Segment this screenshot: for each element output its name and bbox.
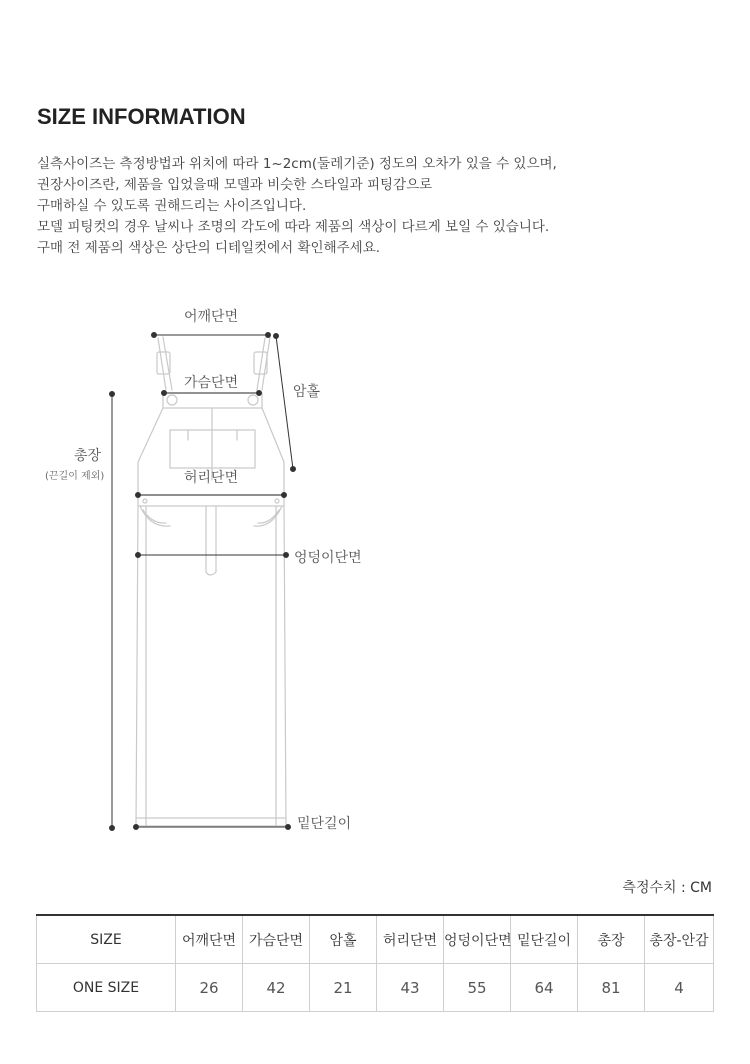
- table-cell: 42: [243, 964, 310, 1012]
- table-cell: 26: [176, 964, 243, 1012]
- table-cell-size: ONE SIZE: [37, 964, 176, 1012]
- overalls-illustration: [0, 290, 750, 850]
- table-header: 가슴단면: [243, 915, 310, 964]
- table-header: 어깨단면: [176, 915, 243, 964]
- table-cell: 4: [645, 964, 714, 1012]
- page-title: SIZE INFORMATION: [37, 104, 246, 129]
- table-row: [37, 964, 714, 1012]
- description-line: 구매 전 제품의 색상은 상단의 디테일컷에서 확인해주세요.: [37, 240, 381, 256]
- size-description: [37, 154, 717, 259]
- length-note-label: (끈길이 제외): [45, 471, 105, 482]
- description-line: 실측사이즈는 측정방법과 위치에 따라 1~2cm(둘레기준) 정도의 오차가 있을 수 있으며,: [37, 156, 557, 172]
- table-header: 밑단길이: [511, 915, 578, 964]
- hip-label: 엉덩이단면: [294, 550, 362, 566]
- description-line: 구매하실 수 있도록 권해드리는 사이즈입니다.: [37, 198, 307, 214]
- table-cell: 43: [377, 964, 444, 1012]
- length-label: 총장: [74, 448, 102, 464]
- table-header: 암홀: [310, 915, 377, 964]
- description-line: 권장사이즈란, 제품을 입었을때 모델과 비슷한 스타일과 피팅감으로: [37, 177, 433, 193]
- size-table: [36, 914, 714, 1012]
- table-header: 엉덩이단면: [444, 915, 511, 964]
- table-header: 허리단면: [377, 915, 444, 964]
- chest-label: 가슴단면: [184, 375, 239, 391]
- shoulder-label: 어깨단면: [184, 309, 239, 325]
- hem-label: 밑단길이: [297, 816, 352, 832]
- table-header: 총장-안감: [645, 915, 714, 964]
- table-header: SIZE: [37, 915, 176, 964]
- table-header: 총장: [578, 915, 645, 964]
- table-cell: 55: [444, 964, 511, 1012]
- unit-label: 측정수치 : CM: [622, 880, 712, 896]
- waist-label: 허리단면: [184, 470, 239, 486]
- table-header-row: [37, 915, 714, 964]
- table-cell: 21: [310, 964, 377, 1012]
- table-cell: 81: [578, 964, 645, 1012]
- table-cell: 64: [511, 964, 578, 1012]
- measurement-diagram: [0, 290, 750, 850]
- description-line: 모델 피팅컷의 경우 날씨나 조명의 각도에 따라 제품의 색상이 다르게 보일 수 있습니다.: [37, 219, 550, 235]
- armhole-label: 암홀: [293, 384, 321, 400]
